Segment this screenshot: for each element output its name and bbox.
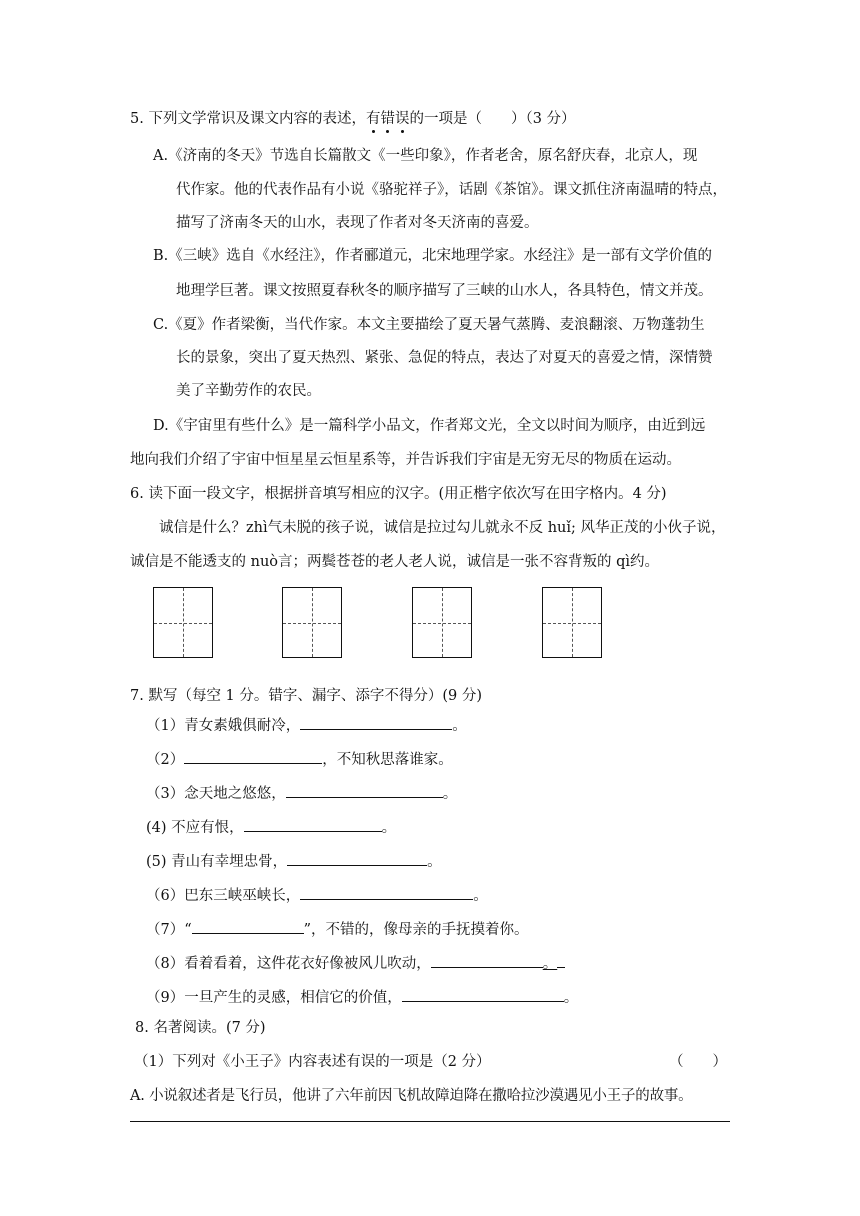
q5-option-c-line3: 美了辛勤劳作的农民。 xyxy=(176,383,321,399)
answer-blank[interactable] xyxy=(402,986,564,1002)
answer-paren: （ ） xyxy=(669,1054,727,1070)
tianzige-box-4[interactable] xyxy=(542,587,602,658)
q5-heading-post: 的一项是（ ）（3 分） xyxy=(409,111,576,127)
q8-sub-question: （1）下列对《小王子》内容表述有误的一项是（2 分） xyxy=(134,1054,491,1070)
q6-passage-line1: 诚信是什么？zhì气未脱的孩子说，诚信是拉过勾儿就永不反 huǐ; 风华正茂的小伙子说， xyxy=(159,520,726,536)
q7-item-4: (4) 不应有恨， 。 xyxy=(146,816,396,838)
q7-item-9: （9）一旦产生的灵感，相信它的价值， 。 xyxy=(146,986,578,1008)
q7-item-1: （1）青女素娥俱耐冷， 。 xyxy=(146,714,467,736)
q8-heading: 8. 名著阅读。(7 分) xyxy=(135,1020,266,1036)
q6-passage-line2: 诚信是不能透支的 nuò言；两鬓苍苍的老人老人说，诚信是一张不容背叛的 qì约。 xyxy=(130,554,660,570)
emphasis-char: 有 xyxy=(365,111,381,127)
answer-blank[interactable] xyxy=(184,748,322,764)
q5-heading xyxy=(130,109,576,129)
q5-option-d-line1: D.《宇宙里有些什么》是一篇科学小品文，作者郑文光，全文以时间为顺序，由近到远 xyxy=(153,418,706,434)
answer-blank[interactable] xyxy=(431,952,543,968)
q5-heading-pre: 5. 下列文学常识及课文内容的表述， xyxy=(130,111,366,127)
q7-item-6: （6）巴东三峡巫峡长， 。 xyxy=(146,884,488,906)
q5-option-c-line1: C.《夏》作者梁衡，当代作家。本文主要描绘了夏天暑气蒸腾、麦浪翻滚、万物蓬勃生 xyxy=(153,317,705,333)
q8-option-a: A. 小说叙述者是飞行员，他讲了六年前因飞机故障迫降在撒哈拉沙漠遇见小王子的故事。 xyxy=(130,1088,693,1104)
q7-item-7: （7）“ ”，不错的，像母亲的手抚摸着你。 xyxy=(146,918,529,940)
bottom-rule xyxy=(130,1121,730,1122)
q5-option-a-line1: A.《济南的冬天》节选自长篇散文《一些印象》，作者老舍，原名舒庆春，北京人，现 xyxy=(153,148,698,164)
answer-blank[interactable] xyxy=(300,884,473,900)
answer-blank[interactable] xyxy=(286,782,443,798)
q7-item-5: (5) 青山有幸埋忠骨， 。 xyxy=(146,850,442,872)
q5-option-b-line1: B.《三峡》选自《水经注》，作者郦道元，北宋地理学家。水经注》是一部有文学价值的 xyxy=(153,248,713,264)
tianzige-box-2[interactable] xyxy=(282,587,342,658)
answer-blank[interactable] xyxy=(287,850,427,866)
answer-blank[interactable] xyxy=(244,816,382,832)
emphasis-char: 错 xyxy=(380,111,395,127)
emphasis-char: 误 xyxy=(394,111,410,127)
q5-option-a-line3: 描写了济南冬天的山水，表现了作者对冬天济南的喜爱。 xyxy=(176,215,539,231)
answer-blank[interactable] xyxy=(192,918,304,934)
q5-option-c-line2: 长的景象，突出了夏天热烈、紧张、急促的特点，表达了对夏天的喜爱之情，深情赞 xyxy=(176,350,713,366)
answer-blank[interactable] xyxy=(300,714,452,730)
q7-item-3: （3）念天地之悠悠， 。 xyxy=(146,782,457,804)
tianzige-box-1[interactable] xyxy=(153,587,213,658)
q7-heading: 7. 默写（每空 1 分。错字、漏字、添字不得分）(9 分) xyxy=(130,688,483,704)
q5-option-a-line2: 代作家。他的代表作品有小说《骆驼祥子》，话剧《茶馆》。课文抓住济南温晴的特点， xyxy=(176,182,727,198)
tianzige-box-3[interactable] xyxy=(412,587,472,658)
q7-item-8: （8）看着看着，这件花衣好像被风儿吹动， 。 xyxy=(146,952,565,974)
q7-item-2: （2） ，不知秋思落谁家。 xyxy=(146,748,453,770)
q5-option-b-line2: 地理学巨著。课文按照夏春秋冬的顺序描写了三峡的山水人，各具特色，情文并茂。 xyxy=(176,283,713,299)
q6-heading: 6. 读下面一段文字，根据拼音填写相应的汉字。(用正楷字依次写在田字格内。4 分) xyxy=(130,486,667,502)
q5-option-d-line2: 地向我们介绍了宇宙中恒星星云恒星系等，并告诉我们宇宙是无穷无尽的物质在运动。 xyxy=(130,452,681,468)
